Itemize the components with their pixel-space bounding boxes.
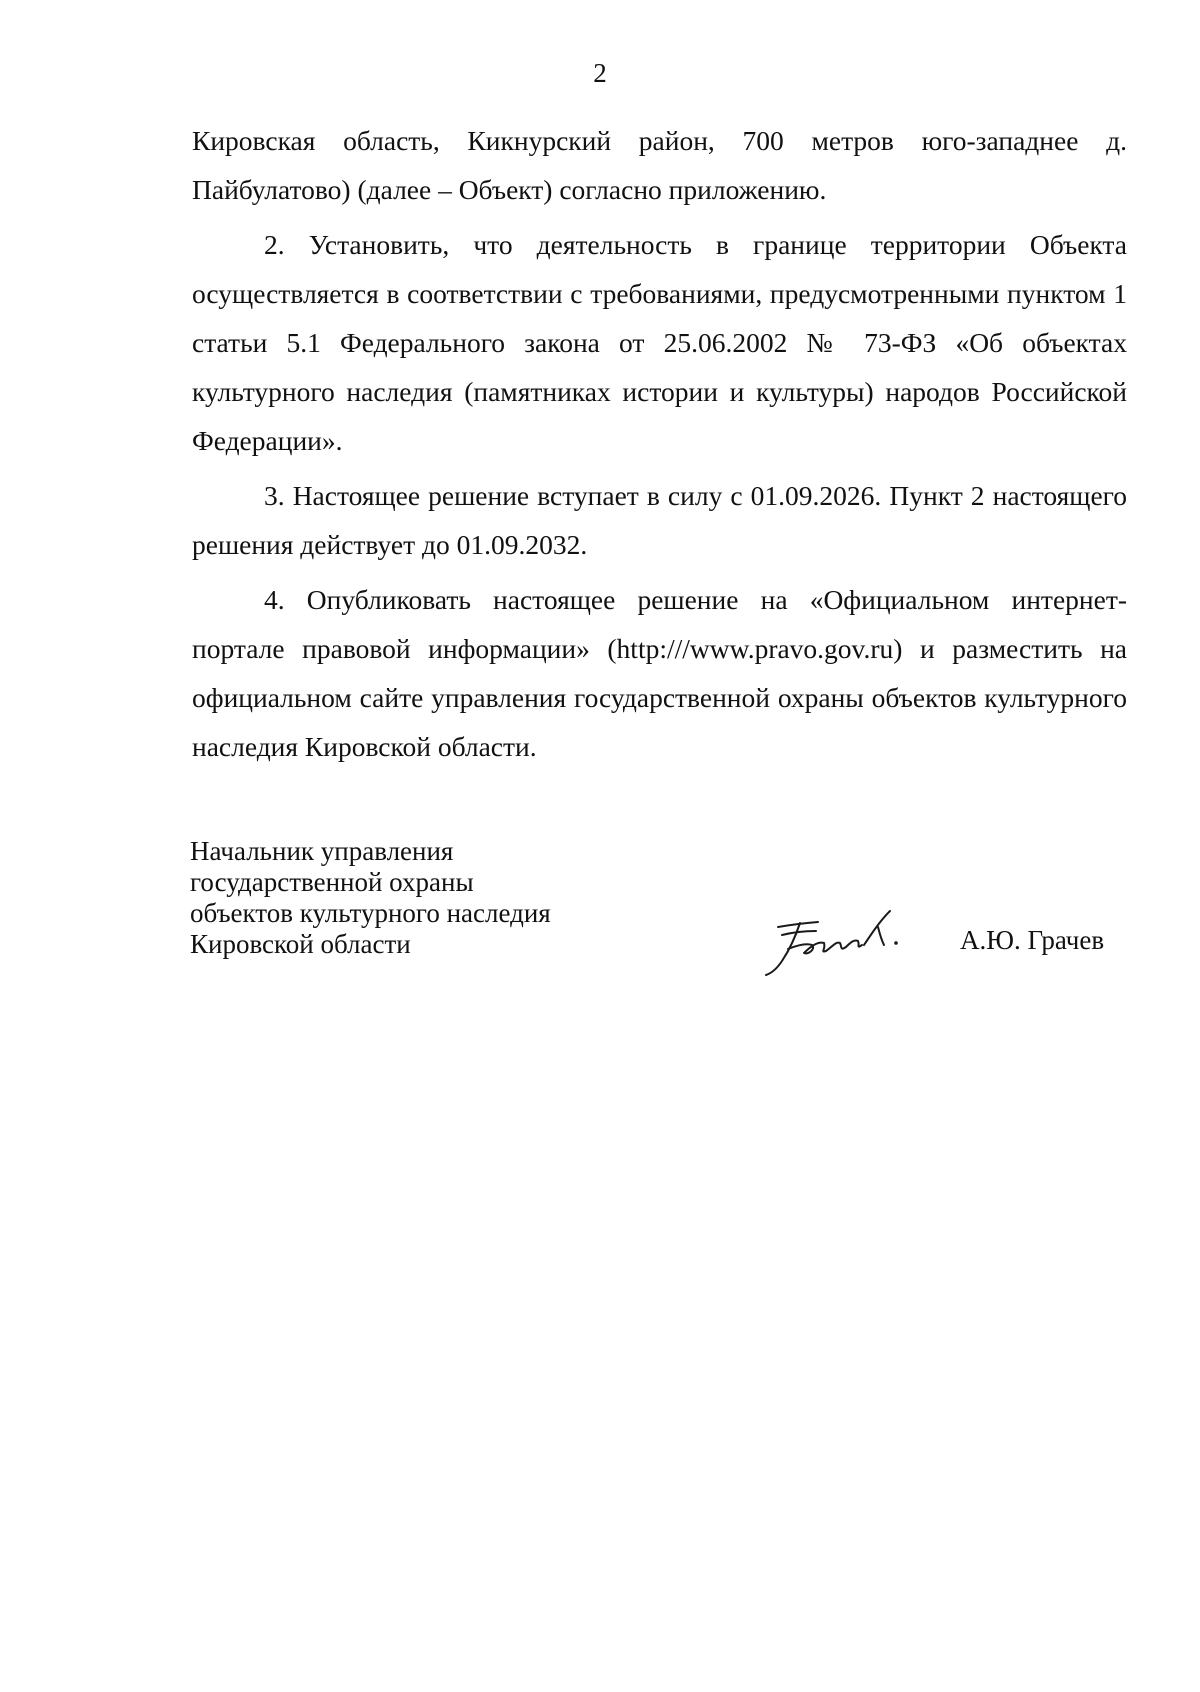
document-body [192,116,1127,771]
position-line: государственной охраны [190,867,474,897]
paragraph-continuation: Кировская область, Кикнурский район, 700 метров юго-западнее д. Пайбулатово) (далее – Объект) согласно приложению. [192,125,1127,205]
signatory-name: А.Ю. Грачев [960,925,1105,955]
position-line: Кировской области [190,929,411,959]
position-line: Начальник управления [190,836,454,866]
paragraph-item-3: 3. Настоящее решение вступает в силу с 01.09.2026. Пункт 2 настоящего решения действует до 01.09.2032. [192,480,1127,560]
paragraph-item-4: 4. Опубликовать настоящее решение на «Официальном интернет-портале правовой информации» (http:///www.pravo.gov.ru) и разместить на официальном сайте управления государственной охраны объектов культурного наследия Кировской области. [192,584,1127,762]
signatory-position [190,836,551,960]
page-number: 2 [593,58,607,88]
paragraph-item-2: 2. Установить, что деятельность в границе территории Объекта осуществляется в соответствии с требованиями, предусмотренными пунктом 1 статьи 5.1 Федерального закона от 25.06.2002 № 73-ФЗ «Об объектах культурного наследия (памятниках истории и культуры) народов Российской Федерации». [192,229,1127,456]
handwritten-signature [760,905,920,985]
position-line: объектов культурного наследия [190,898,551,928]
